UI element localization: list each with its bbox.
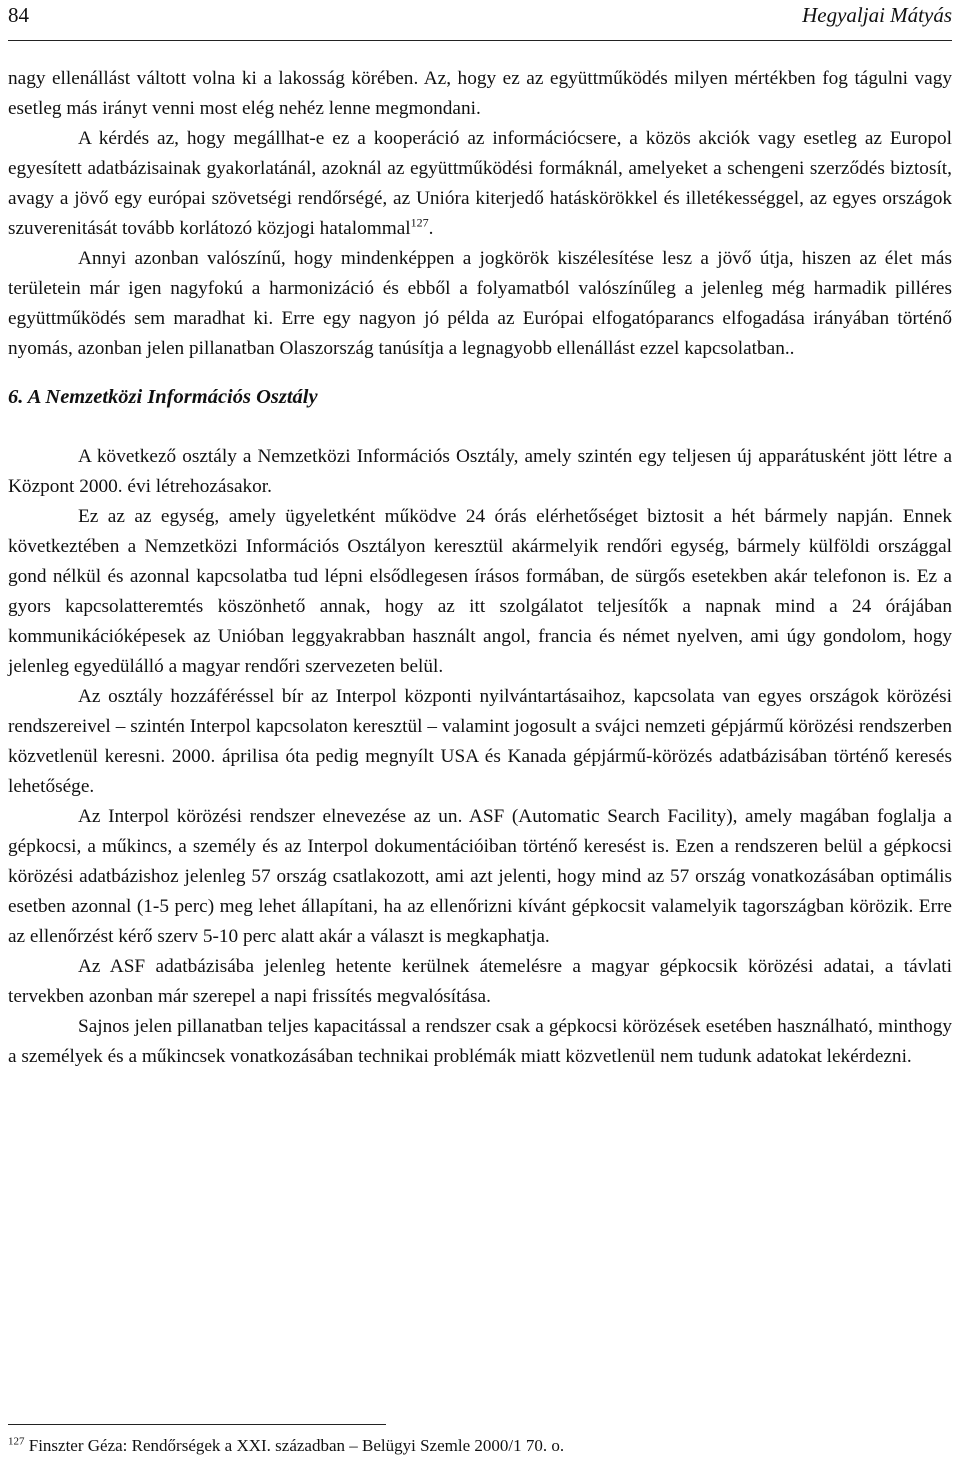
page-header bbox=[8, 0, 952, 41]
footnote bbox=[8, 1434, 564, 1458]
footnote-divider bbox=[8, 1424, 386, 1425]
section-heading: 6. A Nemzetközi Információs Osztály bbox=[8, 386, 318, 408]
paragraph-2-text: A kérdés az, hogy megállhat-e ez a kooperáció az információcsere, a közös akciók vagy esetleg az Europol egyesített adatbázisainak gyakorlatánál, azoknál az együttműködési formáknál, amelyeket a schengeni szerződés biztosít, avagy a jövő egy európai szövetségi rendőrségé, az Unióra kiterjedő hatáskörökkel és illetékességgel, az egyes országok szuverenitását tovább korlátozó közjogi hatalommal bbox=[8, 128, 952, 239]
paragraph-2 bbox=[8, 124, 952, 244]
body-text bbox=[8, 64, 952, 1072]
footnote-text: Finszter Géza: Rendőrségek a XXI. században – Belügyi Szemle 2000/1 70. o. bbox=[24, 1436, 565, 1455]
paragraph-6: Az osztály hozzáféréssel bír az Interpol központi nyilvántartásaihoz, kapcsolata van egyes országok körözési rendszereivel – szintén Interpol kapcsolaton keresztül – valamint jogosult a svájci nemzeti gépjármű körözési rendszerben közvetlenül keresni. 2000. áprilisa óta pedig megnyílt USA és Kanada gépjármű-körözés adatbázisában történő keresés lehetősége. bbox=[8, 686, 952, 797]
paragraph-4: A következő osztály a Nemzetközi Információs Osztály, amely szintén egy teljesen új apparátusként jött létre a Központ 2000. évi létrehozásakor. bbox=[8, 446, 952, 497]
paragraph-2-end: . bbox=[428, 218, 434, 239]
paragraph-1: nagy ellenállást váltott volna ki a lakosság körében. Az, hogy ez az együttműködés milyen mértékben fog tágulni vagy esetleg más irányt venni most elég nehéz lenne megmondani. bbox=[8, 68, 952, 119]
paragraph-5: Ez az az egység, amely ügyeletként működve 24 órás elérhetőséget biztosit a hét bármely napján. Ennek következtében a Nemzetközi Információs Osztályon keresztül akármelyik rendőri egység, bármely külföldi országgal gond nélkül és azonnal kapcsolatba tud lépni elsődlegesen írásos formában, de sürgős esetekben akár telefonon is. Ez a gyors kapcsolatteremtés köszönhető annak, hogy az itt szolgálatot teljesítők a napnak mind a 24 órájában kommunikációképesek az Unióban leggyakrabban használt angol, francia és német nyelven, ami úgy gondolom, hogy jelenleg egyedülálló a magyar rendőri szervezeten belül. bbox=[8, 506, 952, 677]
footnote-reference[interactable]: 127 bbox=[410, 215, 429, 230]
running-title: Hegyaljai Mátyás bbox=[802, 3, 952, 27]
paragraph-8: Az ASF adatbázisába jelenleg hetente kerülnek átemelésre a magyar gépkocsik körözési adatai, a távlati tervekben azonban már szerepel a napi frissítés megvalósítása. bbox=[8, 956, 952, 1007]
paragraph-9: Sajnos jelen pillanatban teljes kapacitással a rendszer csak a gépkocsi körözések esetében használható, minthogy a személyek és a műkincsek vonatkozásában technikai problémák miatt közvetlenül nem tudunk adatokat lekérdezni. bbox=[8, 1016, 952, 1067]
page-number: 84 bbox=[8, 3, 29, 27]
footnote-number: 127 bbox=[8, 1435, 25, 1448]
paragraph-7: Az Interpol körözési rendszer elnevezése az un. ASF (Automatic Search Facility), amely magában foglalja a gépkocsi, a műkincs, a személy és az Interpol dokumentációiban történő keresést is. Ezen a rendszeren belül a gépkocsi körözési adatbázishoz jelenleg 57 ország csatlakozott, ami azt jelenti, hogy mind az 57 ország vonatkozásában optimális esetben azonnal (1-5 perc) meg lehet állapítani, ha az ellenőrizni kívánt gépkocsit valamelyik tagországban körözik. Erre az ellenőrzést kérő szerv 5-10 perc alatt akár a választ is megkaphatja. bbox=[8, 806, 952, 947]
paragraph-3: Annyi azonban valószínű, hogy mindenképpen a jogkörök kiszélesítése lesz a jövő útja, hiszen az élet más területein már igen nagyfokú a harmonizáció és ebből a folyamatból valószínűleg a jelenleg még harmadik pilléres együttműködés sem maradhat ki. Erre egy nagyon jó példa az Európai elfogatóparancs elfogadása irányában történő nyomás, azonban jelen pillanatban Olaszország tanúsítja a legnagyobb ellenállást ezzel kapcsolatban.. bbox=[8, 248, 952, 359]
